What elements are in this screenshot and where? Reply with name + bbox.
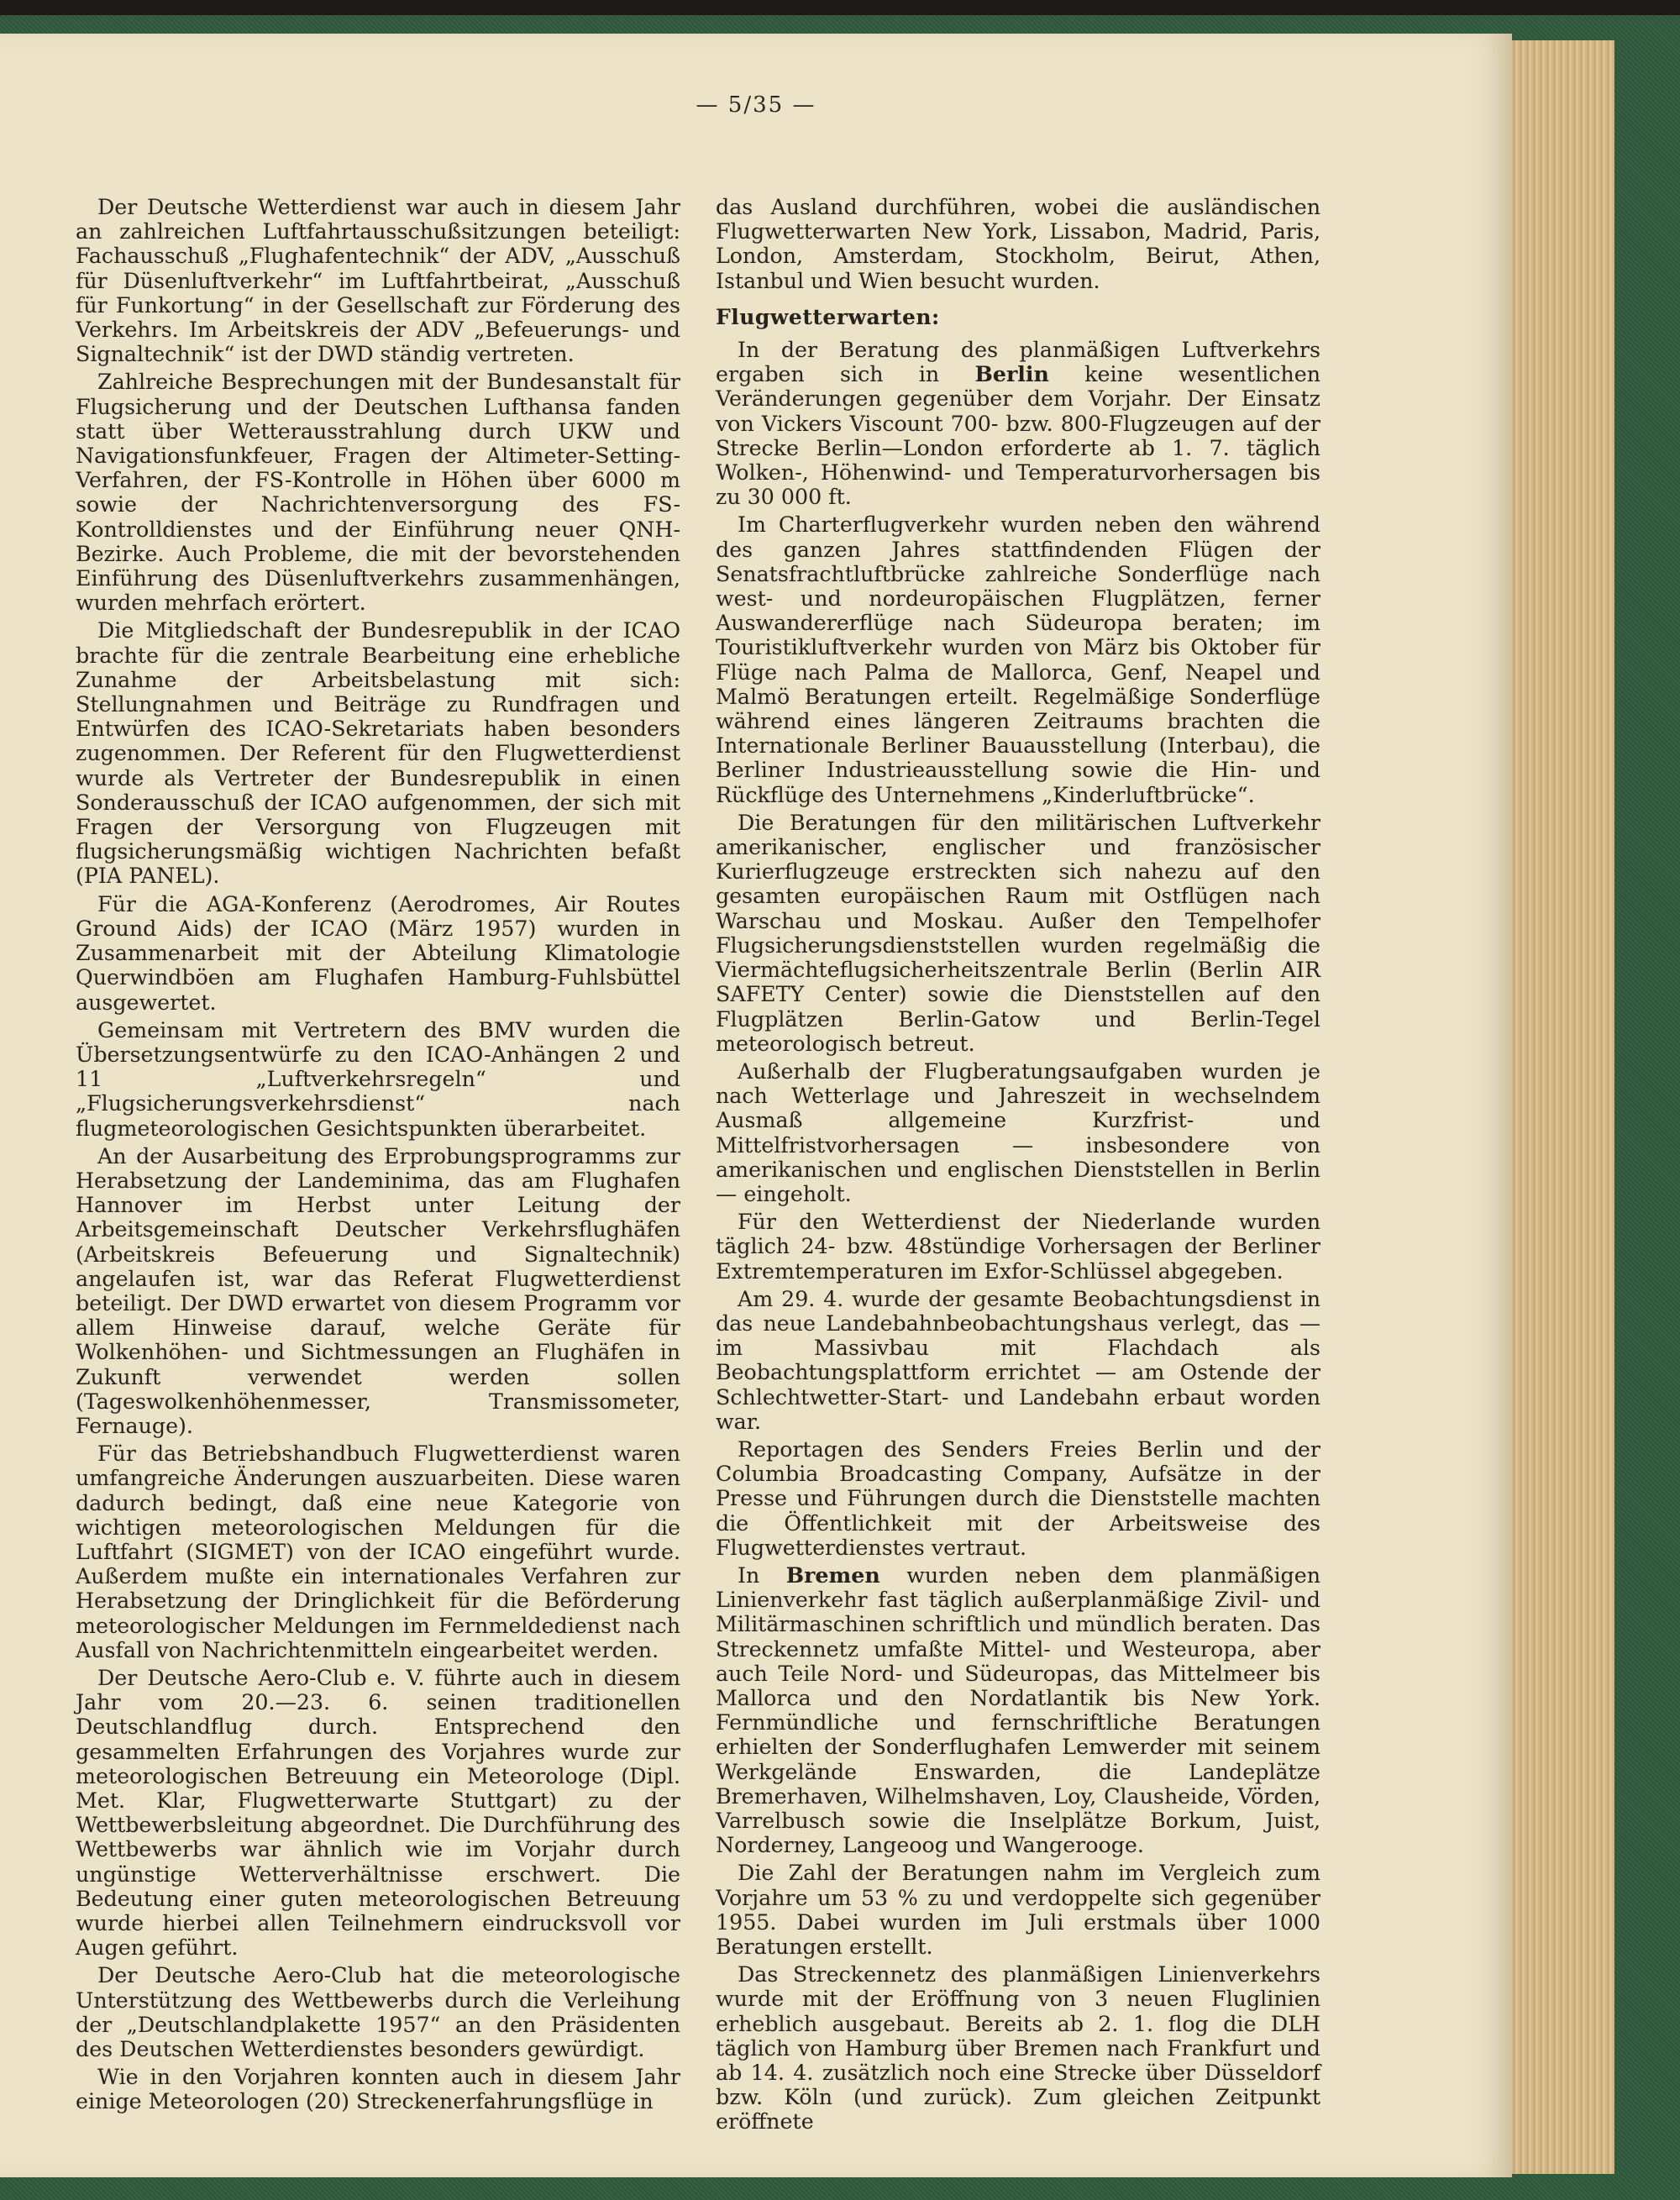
paragraph: Die Mitgliedschaft der Bundesrepublik in der ICAO brachte für die zentrale Bearbeitung eine erhebliche Zunahme der Arbeitsbelastung mit sich: Stellungnahmen und Beiträge zu Rundfragen und Entwürfen des ICAO-Sekretariats haben besonders zugenommen. Der Referent für den Flugwetterdienst wurde als Vertreter der Bundesrepublik in einen Sonderausschuß der ICAO aufgenommen, der sich mit Fragen der Versorgung von Flugzeugen mit flugsicherungsmäßig wichtigen Nachrichten befaßt (PIA PANEL).: [76, 618, 680, 889]
text: In der Beratung des planmäßigen Luftverkehrs ergaben sich in: [716, 338, 1320, 387]
paragraph: [716, 338, 1320, 509]
text: In: [738, 1562, 786, 1588]
paragraph: das Ausland durchführen, wobei die ausländischen Flugwetterwarten New York, Lissabon, Madrid, Paris, London, Amsterdam, Stockholm, Beirut, Athen, Istanbul und Wien besucht wurden.: [716, 195, 1320, 293]
page-number: — 5/35 —: [696, 92, 816, 118]
left-column: [76, 195, 680, 2118]
text: keine wesentlichen Veränderungen gegenüber dem Vorjahr. Der Einsatz von Vickers Viscount 700- bzw. 800-Flugzeugen auf der Strecke Berlin—London erforderte ab 1. 7. täglich Wolken-, Höhenwind- und Temperaturvorhersagen bis zu 30 000 ft.: [716, 362, 1320, 510]
paragraph: Das Streckennetz des planmäßigen Linienverkehrs wurde mit der Eröffnung von 3 neuen Fluglinien erheblich ausgebaut. Bereits ab 2. 1. flog die DLH täglich von Hamburg über Bremen nach Frankfurt und ab 14. 4. zusätzlich noch eine Strecke über Düsseldorf bzw. Köln (und zurück). Zum gleichen Zeitpunkt eröffnete: [716, 1962, 1320, 2134]
paragraph: Wie in den Vorjahren konnten auch in diesem Jahr einige Meteorologen (20) Streckenerfahrungsflüge in: [76, 2065, 680, 2114]
paragraph: Die Zahl der Beratungen nahm im Vergleich zum Vorjahre um 53 % zu und verdoppelte sich gegenüber 1955. Dabei wurden im Juli erstmals über 1000 Beratungen erstellt.: [716, 1861, 1320, 1960]
paragraph: Der Deutsche Aero-Club e. V. führte auch in diesem Jahr vom 20.—23. 6. seinen traditionellen Deutschlandflug durch. Entsprechend den gesammelten Erfahrungen des Vorjahres wurde zur meteorologischen Betreuung ein Meteorologe (Dipl. Met. Klar, Flugwetterwarte Stuttgart) zu der Wettbewerbsleitung abgeordnet. Die Durchführung des Wettbewerbs war ähnlich wie im Vorjahr durch ungünstige Wetterverhältnisse erschwert. Die Bedeutung einer guten meteorologischen Betreuung wurde hierbei allen Teilnehmern eindrucksvoll vor Augen geführt.: [76, 1665, 680, 1961]
paragraph: Im Charterflugverkehr wurden neben den während des ganzen Jahres stattfindenden Flügen der Senatsfrachtluftbrücke zahlreiche Sonderflüge nach west- und nordeuropäischen Flugplätzen, ferner Auswandererflüge nach Südeuropa beraten; im Touristikluftverkehr wurden von März bis Oktober für Flüge nach Palma de Mallorca, Genf, Neapel und Malmö Beratungen erteilt. Regelmäßige Sonderflüge während eines längeren Zeitraums brachten die Internationale Berliner Bauausstellung (Interbau), die Berliner Industrieausstellung sowie die Hin- und Rückflüge des Unternehmens „Kinderluftbrücke“.: [716, 512, 1320, 807]
paragraph: An der Ausarbeitung des Erprobungsprogramms zur Herabsetzung der Landeminima, das am Flughafen Hannover im Herbst unter Leitung der Arbeitsgemeinschaft Deutscher Verkehrsflughäfen (Arbeitskreis Befeuerung und Signaltechnik) angelaufen ist, war das Referat Flugwetterdienst beteiligt. Der DWD erwartet von diesem Programm vor allem Hinweise darauf, welche Geräte für Wolkenhöhen- und Sichtmessungen an Flughäfen in Zukunft verwendet werden sollen (Tageswolkenhöhenmesser, Transmissometer, Fernauge).: [76, 1143, 680, 1438]
paragraph: Zahlreiche Besprechungen mit der Bundesanstalt für Flugsicherung und der Deutschen Lufthansa fanden statt über Wetterausstrahlung durch UKW und Navigationsfunkfeuer, Fragen der Altimeter-Setting-Verfahren, der FS-Kontrolle in Höhen über 6000 m sowie der Nachrichtenversorgung des FS-Kontrolldienstes und der Einführung neuer QNH-Bezirke. Auch Probleme, die mit der bevorstehenden Einführung des Düsenluftverkehrs zusammenhängen, wurden mehrfach erörtert.: [76, 370, 680, 616]
book-page: [0, 34, 1512, 2177]
location-berlin: Berlin: [974, 361, 1049, 387]
page-edges: [1495, 40, 1614, 2174]
paragraph: Für den Wetterdienst der Niederlande wurden täglich 24- bzw. 48stündige Vorhersagen der Berliner Extremtemperaturen im Exfor-Schlüssel abgegeben.: [716, 1210, 1320, 1284]
right-column: [716, 195, 1320, 2138]
paragraph: Am 29. 4. wurde der gesamte Beobachtungsdienst in das neue Landebahnbeobachtungshaus verlegt, das — im Massivbau mit Flachdach als Beobachtungsplattform errichtet — am Ostende der Schlechtwetter-Start- und Landebahn erbaut worden war.: [716, 1286, 1320, 1434]
paragraph: Der Deutsche Wetterdienst war auch in diesem Jahr an zahlreichen Luftfahrtausschußsitzungen beteiligt: Fachausschuß „Flughafentechnik“ der ADV, „Ausschuß für Düsenluftverkehr“ im Luftfahrtbeirat, „Ausschuß für Funkortung“ in der Gesellschaft zur Förderung des Verkehrs. Im Arbeitskreis der ADV „Befeuerungs- und Signaltechnik“ ist der DWD ständig vertreten.: [76, 195, 680, 367]
paragraph: Reportagen des Senders Freies Berlin und der Columbia Broadcasting Company, Aufsätze in der Presse und Führungen durch die Dienststelle machten die Öffentlichkeit mit der Arbeitsweise des Flugwetterdienstes vertraut.: [716, 1436, 1320, 1560]
paragraph: Außerhalb der Flugberatungsaufgaben wurden je nach Wetterlage und Jahreszeit in wechselndem Ausmaß allgemeine Kurzfrist- und Mittelfristvorhersagen — insbesondere von amerikanischen und englischen Dienststellen in Berlin — eingeholt.: [716, 1058, 1320, 1206]
paragraph: Für das Betriebshandbuch Flugwetterdienst waren umfangreiche Änderungen auszuarbeiten. Diese waren dadurch bedingt, daß eine neue Kategorie von wichtigen meteorologischen Meldungen für die Luftfahrt (SIGMET) von der ICAO eingeführt wurde. Außerdem mußte ein internationales Verfahren zur Herabsetzung der Dringlichkeit für die Beförderung meteorologischer Meldungen im Fernmeldedienst nach Ausfall von Nachrichtenmitteln eingearbeitet werden.: [76, 1441, 680, 1662]
text: wurden neben dem planmäßigen Linienverkehr fast täglich außerplanmäßige Zivil- und Militärmaschinen schriftlich und mündlich beraten. Das Streckennetz umfaßte Mittel- und Westeuropa, aber auch Teile Nord- und Südeuropas, das Mittelmeer bis Mallorca und den Nordatlantik bis New York. Fernmündliche und fernschriftliche Beratungen erhielten der Sonderflughafen Lemwerder mit seinem Werkgelände Enswarden, die Landeplätze Bremerhaven, Wilhelmshaven, Loy, Clausheide, Vörden, Varrelbusch sowie die Inselplätze Borkum, Juist, Norderney, Langeoog und Wangerooge.: [716, 1562, 1321, 1858]
section-heading: Flugwetterwarten:: [716, 304, 940, 329]
paragraph: [716, 1563, 1320, 1857]
paragraph: Gemeinsam mit Vertretern des BMV wurden die Übersetzungsentwürfe zu den ICAO-Anhängen 2 und 11 „Luftverkehrsregeln“ und „Flugsicherungsverkehrsdienst“ nach flugmeteorologischen Gesichtspunkten überarbeitet.: [76, 1017, 680, 1141]
paragraph: Die Beratungen für den militärischen Luftverkehr amerikanischer, englischer und französischer Kurierflugzeuge erstreckten sich nahezu auf den gesamten europäischen Raum mit Ostflügen nach Warschau und Moskau. Außer den Tempelhofer Flugsicherungsdienststellen wurden regelmäßig die Viermächteflugsicherheitszentrale Berlin (Berlin AIR SAFETY Center) sowie die Dienststellen auf den Flugplätzen Berlin-Gatow und Berlin-Tegel meteorologisch betreut.: [716, 810, 1320, 1056]
paragraph: Für die AGA-Konferenz (Aerodromes, Air Routes Ground Aids) der ICAO (März 1957) wurden in Zusammenarbeit mit der Abteilung Klimatologie Querwindböen am Flughafen Hamburg-Fuhlsbüttel ausgewertet.: [76, 891, 680, 1015]
location-bremen: Bremen: [785, 1562, 880, 1588]
paragraph: Der Deutsche Aero-Club hat die meteorologische Unterstützung des Wettbewerbs durch die Verleihung der „Deutschlandplakette 1957“ an den Präsidenten des Deutschen Wetterdienstes besonders gewürdigt.: [76, 1963, 680, 2062]
